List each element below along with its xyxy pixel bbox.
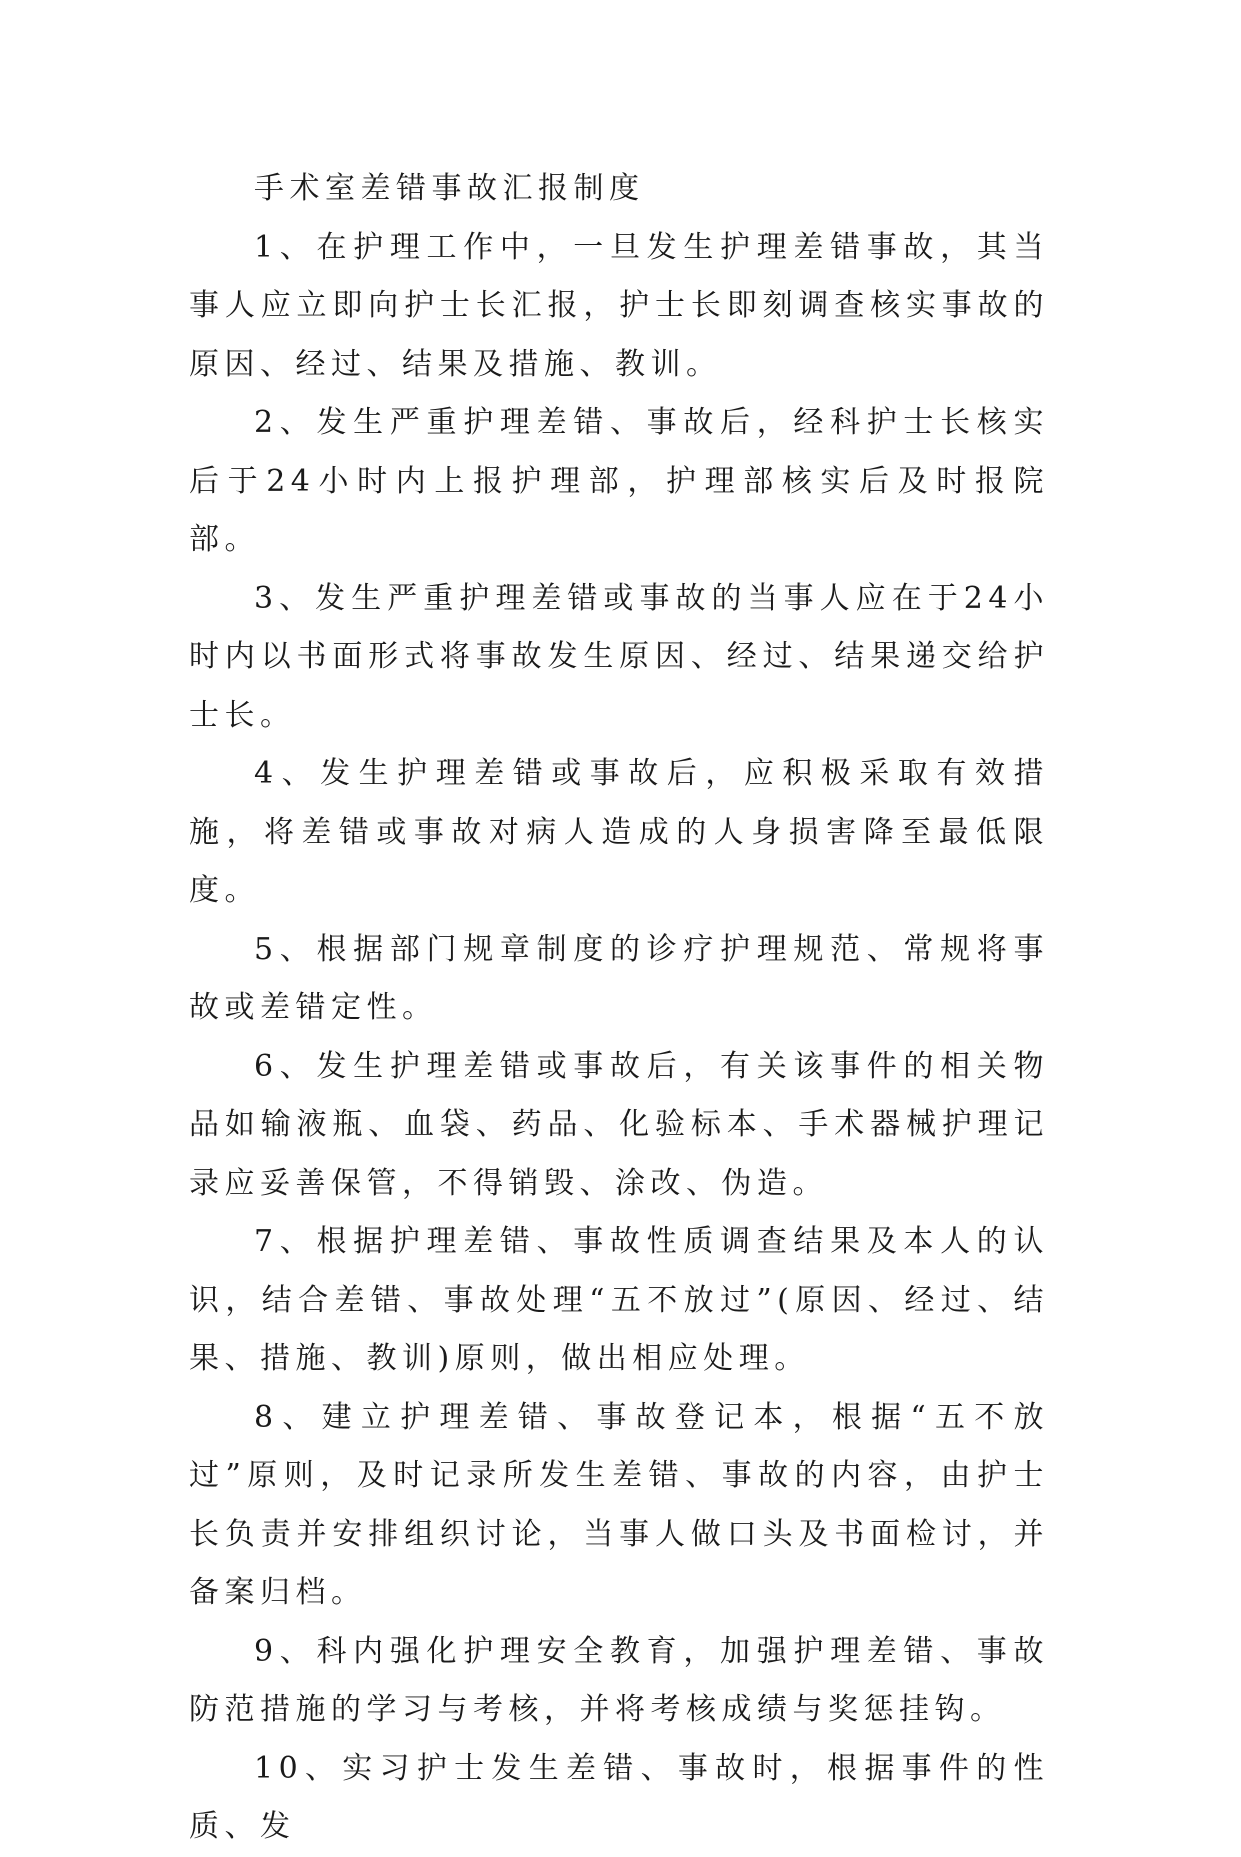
paragraph-6: 6、发生护理差错或事故后，有关该事件的相关物品如输液瓶、血袋、药品、化验标本、手术器械护理记录应妥善保管，不得销毁、涂改、伪造。 — [189, 1048, 1049, 1201]
paragraph-4: 4、发生护理差错或事故后，应积极采取有效措施，将差错或事故对病人造成的人身损害降至最低限度。 — [189, 756, 1049, 908]
paragraph-10: 10、实习护士发生差错、事故时，根据事件的性质、发 — [189, 1750, 1049, 1844]
document-title: 手术室差错事故汇报制度 — [254, 171, 645, 206]
paragraph-8: 8、建立护理差错、事故登记本，根据“五不放过”原则，及时记录所发生差错、事故的内容，由护士长负责并安排组织讨论，当事人做口头及书面检讨，并备案归档。 — [189, 1399, 1049, 1610]
paragraph-2: 2、发生严重护理差错、事故后，经科护士长核实后于24小时内上报护理部，护理部核实后及时报院部。 — [189, 405, 1049, 557]
paragraph-1: 1、在护理工作中，一旦发生护理差错事故，其当事人应立即向护士长汇报，护士长即刻调查核实事故的原因、经过、结果及措施、教训。 — [189, 229, 1049, 382]
paragraph-9: 9、科内强化护理安全教育，加强护理差错、事故防范措施的学习与考核，并将考核成绩与奖惩挂钩。 — [189, 1633, 1049, 1727]
paragraph-7: 7、根据护理差错、事故性质调查结果及本人的认识，结合差错、事故处理“五不放过”(原因、经过、结果、措施、教训)原则，做出相应处理。 — [189, 1224, 1049, 1376]
document-body — [189, 160, 1049, 1857]
paragraph-5: 5、根据部门规章制度的诊疗护理规范、常规将事故或差错定性。 — [189, 931, 1049, 1025]
paragraph-3: 3、发生严重护理差错或事故的当事人应在于24小时内以书面形式将事故发生原因、经过、结果递交给护士长。 — [189, 580, 1049, 733]
